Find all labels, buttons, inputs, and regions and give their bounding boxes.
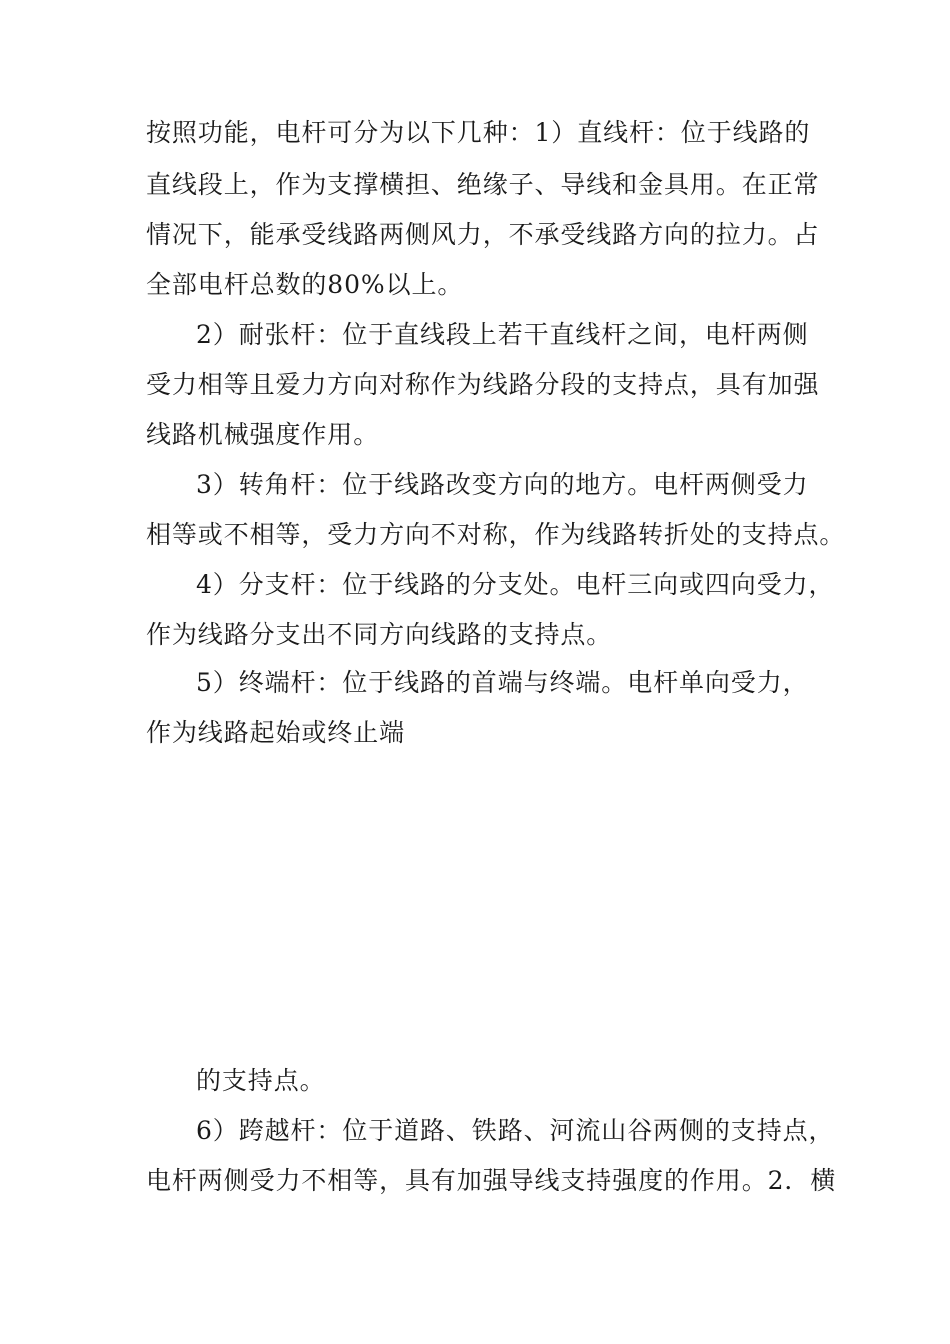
paragraph-5-line-1: 5）终端杆：位于线路的首端与终端。电杆单向受力，: [196, 668, 809, 697]
paragraph-4-line-2: 作为线路分支出不同方向线路的支持点。: [146, 620, 613, 649]
paragraph-5-line-2: 作为线路起始或终止端: [146, 718, 406, 747]
paragraph-1-line-3: 情况下，能承受线路两侧风力，不承受线路方向的拉力。占: [146, 220, 820, 249]
paragraph-2-line-3: 线路机械强度作用。: [146, 420, 380, 449]
paragraph-3-line-1: 3）转角杆：位于线路改变方向的地方。电杆两侧受力: [196, 470, 809, 499]
paragraph-2-line-2: 受力相等且爱力方向对称作为线路分段的支持点，具有加强: [146, 370, 820, 399]
paragraph-4-line-1: 4）分支杆：位于线路的分支处。电杆三向或四向受力，: [196, 570, 835, 599]
paragraph-2-line-1: 2）耐张杆：位于直线段上若干直线杆之间，电杆两侧: [196, 320, 809, 349]
paragraph-1-line-2: 直线段上，作为支撑横担、绝缘子、导线和金具用。在正常: [146, 170, 820, 199]
paragraph-6-line-1: 6）跨越杆：位于道路、铁路、河流山谷两侧的支持点，: [196, 1116, 835, 1145]
paragraph-3-line-2: 相等或不相等，受力方向不对称，作为线路转折处的支持点。: [146, 520, 846, 549]
paragraph-1-line-4: 全部电杆总数的80%以上。: [146, 270, 464, 299]
paragraph-1-line-1: 按照功能，电杆可分为以下几种：1）直线杆：位于线路的: [146, 118, 811, 147]
paragraph-5-continuation: 的支持点。: [196, 1066, 326, 1095]
paragraph-6-line-2: 电杆两侧受力不相等，具有加强导线支持强度的作用。2．横: [146, 1166, 837, 1195]
